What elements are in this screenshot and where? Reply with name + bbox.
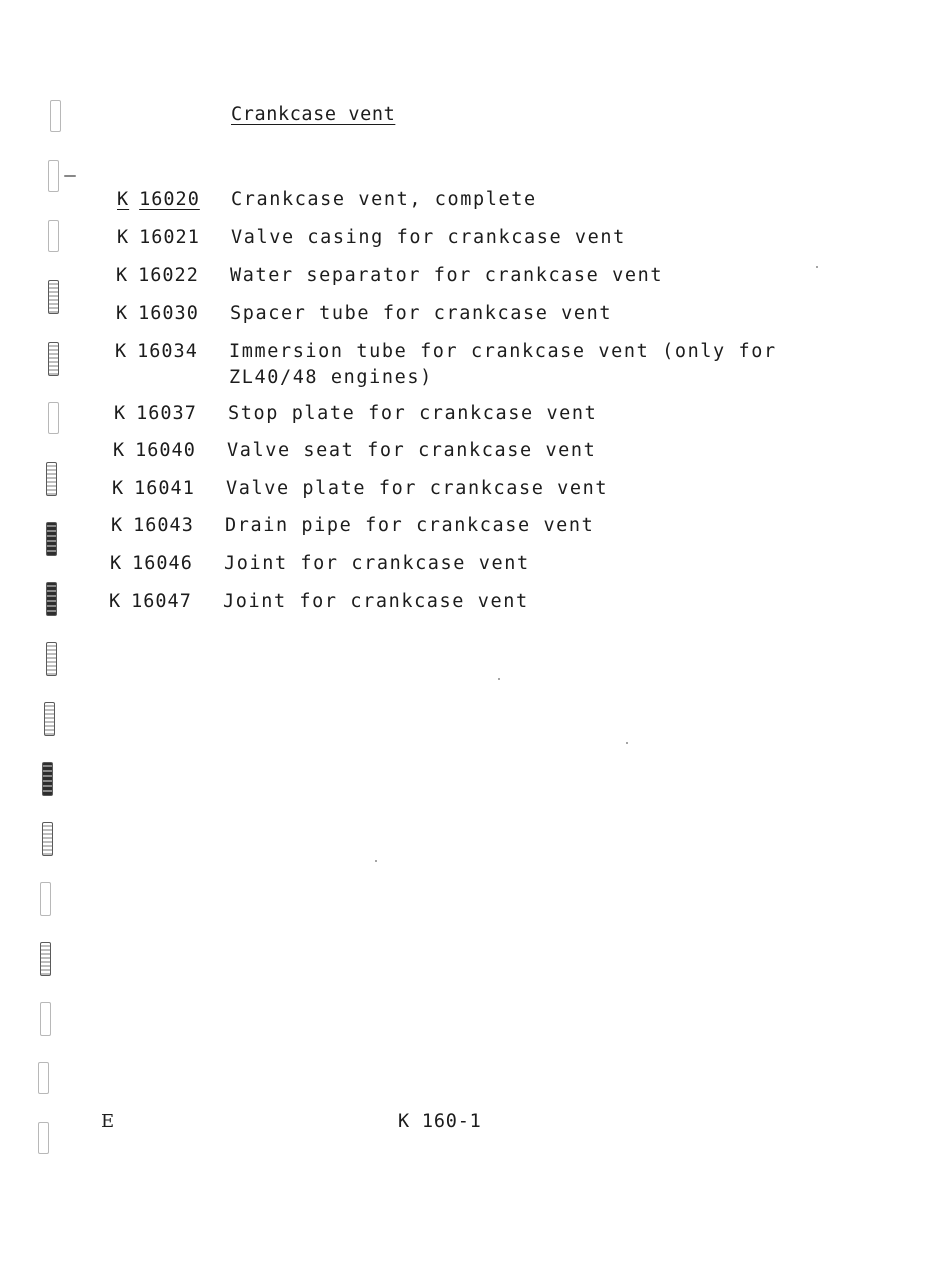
part-description-line: Immersion tube for crankcase vent (only for [229,341,777,362]
part-number [110,551,220,577]
part-number [115,339,225,365]
part-number [109,589,219,615]
part-prefix: K [113,440,126,461]
part-description-line: Valve casing for crankcase vent [231,227,626,248]
section-title: Crankcase vent [231,104,396,125]
part-prefix: K [116,303,129,324]
footer-page-code: K 160-1 [398,1111,482,1132]
part-description [225,513,594,539]
part-description [228,401,597,427]
part-prefix: K [114,403,127,424]
part-code: 16040 [135,440,196,461]
part-number [112,476,222,502]
binder-margin-marks [36,90,76,1270]
part-code: 16041 [134,478,195,499]
part-code: 16034 [137,341,198,362]
part-number [116,301,226,327]
part-code: 16020 [139,189,200,210]
part-description-line: ZL40/48 engines) [229,367,433,388]
part-description-line: Joint for crankcase vent [224,553,530,574]
part-code: 16022 [138,265,199,286]
part-number [114,401,224,427]
part-code: 16021 [139,227,200,248]
part-number [116,263,226,289]
part-prefix: K [110,553,123,574]
part-code: 16046 [132,553,193,574]
part-prefix: K [115,341,128,362]
part-description-line: Stop plate for crankcase vent [228,403,598,424]
part-prefix: K [117,189,130,210]
part-number [113,438,223,464]
part-number [111,513,221,539]
part-number [117,187,227,213]
part-code: 16037 [136,403,197,424]
part-description [226,476,608,502]
part-description [231,187,537,213]
part-description [227,438,596,464]
part-number [117,225,227,251]
part-prefix: K [111,515,124,536]
part-prefix: K [109,591,122,612]
part-prefix: K [116,265,129,286]
part-description [230,263,663,289]
part-description [229,339,777,391]
part-code: 16047 [131,591,192,612]
part-description [224,551,530,577]
part-prefix: K [117,227,130,248]
part-prefix: K [112,478,125,499]
part-description [230,301,612,327]
part-description [231,225,626,251]
part-description-line: Drain pipe for crankcase vent [225,515,595,536]
part-description-line: Valve plate for crankcase vent [226,478,609,499]
part-description-line: Valve seat for crankcase vent [227,440,597,461]
part-description-line: Joint for crankcase vent [223,591,529,612]
part-code: 16030 [138,303,199,324]
part-code: 16043 [133,515,194,536]
part-description [223,589,529,615]
part-description-line: Water separator for crankcase vent [230,265,664,286]
part-description-line: Spacer tube for crankcase vent [230,303,613,324]
part-description-line: Crankcase vent, complete [231,189,537,210]
footer-language-code: E [101,1111,115,1132]
